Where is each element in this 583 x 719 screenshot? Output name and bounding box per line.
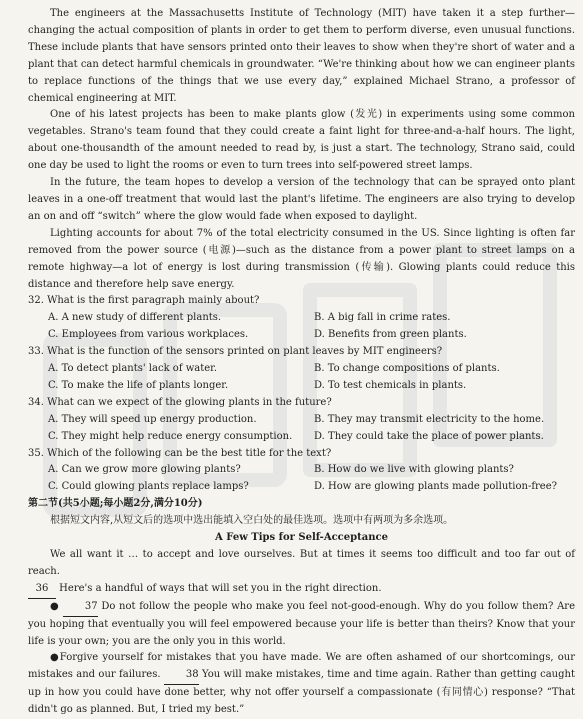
passage-paragraph-2: One of his latest projects has been to make plants glow (发光) in experiments using some common vegetables. Strano's team found that they could create a faint light for three-and-a-half hours. The light, about one-thousandth of the amount needed to read by, is just a start. The technology, Strano said, could one day be used to light the rooms or even to turn trees into self-powered street lamps. bbox=[28, 109, 575, 172]
bullet-icon: ● bbox=[50, 600, 60, 612]
option-a: A. A new study of different plants. bbox=[48, 312, 222, 324]
option-a: A. To detect plants' lack of water. bbox=[48, 363, 218, 375]
paragraph-38-part-1: Forgive yourself for mistakes that you have made. We are often ashamed of our shortcomings, our mistakes and our failures. bbox=[28, 652, 575, 681]
option-d: D. To test chemicals in plants. bbox=[314, 379, 467, 391]
blank-36-sentence: Here's a handful of ways that will set you in the right direction. bbox=[56, 582, 382, 594]
bullet-icon: ● bbox=[50, 652, 60, 664]
option-c: C. They might help reduce energy consumption. bbox=[48, 430, 293, 442]
option-a: A. Can we grow more glowing plants? bbox=[48, 464, 241, 476]
section-instruction: 根据短文内容,从短文后的选项中选出能填入空白处的最佳选项。选项中有两项为多余选项。 bbox=[50, 515, 454, 527]
question-33 bbox=[28, 344, 575, 395]
passage-paragraph-1: The engineers at the Massachusetts Institute of Technology (MIT) have taken it a step further—changing the actual composition of plants in order to get them to perform diverse, even unusual functions. These include plants that have sensors printed onto their leaves to show when they're short of water and a plant that can detect harmful chemicals in groundwater. “We're thinking about how we can engineer plants to replace functions of the things that we use every day,” explained Michael Strano, a professor of chemical engineering at MIT. bbox=[28, 8, 575, 104]
blank-37-paragraph: Do not follow the people who make you feel not-good-enough. Why do you follow them? Are you hoping that eventually you will feel empowered because your life is better than theirs? Know that your life is your own; you are the only you in this world. bbox=[28, 600, 575, 647]
question-32 bbox=[28, 293, 575, 344]
option-d: D. They could take the place of power plants. bbox=[314, 430, 544, 442]
option-c: C. To make the life of plants longer. bbox=[48, 379, 229, 391]
paragraph-38-part-2: You will make mistakes, time and time again. Rather than getting caught up in how you could have done better, why not offer yourself a compassionate (有同情心) response? “That didn't go as planned. But, I tried my best.” bbox=[28, 669, 575, 716]
question-stem: 33. What is the function of the sensors printed on plant leaves by MIT engineers? bbox=[28, 346, 443, 358]
passage-paragraph-4: Lighting accounts for about 7% of the total electricity consumed in the US. Since lighting is often far removed from the power source (电源)—such as the distance from a power plant to street lamps on a remote highway—a lot of energy is lost during transmission (传输). Glowing plants could reduce this distance and therefore help save energy. bbox=[28, 227, 575, 290]
option-b: B. How do we live with glowing plants? bbox=[314, 464, 514, 476]
section-heading: 第二节(共5小题;每小题2分,满分10分) bbox=[28, 498, 203, 510]
passage-title: A Few Tips for Self-Acceptance bbox=[215, 532, 388, 544]
option-c: C. Employees from various workplaces. bbox=[48, 329, 249, 341]
blank-38: 38 bbox=[164, 667, 199, 685]
option-b: B. A big fall in crime rates. bbox=[314, 312, 451, 324]
passage-intro: We all want it … to accept and love ourselves. But at times it seems too difficult and too far out of reach. bbox=[28, 549, 575, 577]
question-34 bbox=[28, 395, 575, 446]
blank-36: 36 bbox=[28, 581, 56, 599]
option-a: A. They will speed up energy production. bbox=[48, 413, 257, 425]
option-d: D. Benefits from green plants. bbox=[314, 329, 467, 341]
question-stem: 34. What can we expect of the glowing plants in the future? bbox=[28, 396, 332, 408]
option-b: B. To change compositions of plants. bbox=[314, 363, 500, 375]
question-stem: 32. What is the first paragraph mainly about? bbox=[28, 295, 260, 307]
option-c: C. Could glowing plants replace lamps? bbox=[48, 481, 249, 493]
question-stem: 35. Which of the following can be the best title for the text? bbox=[28, 447, 332, 459]
option-d: D. How are glowing plants made pollution-free? bbox=[314, 481, 558, 493]
option-b: B. They may transmit electricity to the home. bbox=[314, 413, 545, 425]
blank-37: 37 bbox=[63, 599, 98, 617]
passage-paragraph-3: In the future, the team hopes to develop a version of the technology that can be sprayed onto plant leaves in a one-off treatment that would last the plant's lifetime. The engineers are also trying to develop an on and off “switch” where the glow would fade when exposed to daylight. bbox=[28, 177, 575, 222]
question-35 bbox=[28, 446, 575, 497]
